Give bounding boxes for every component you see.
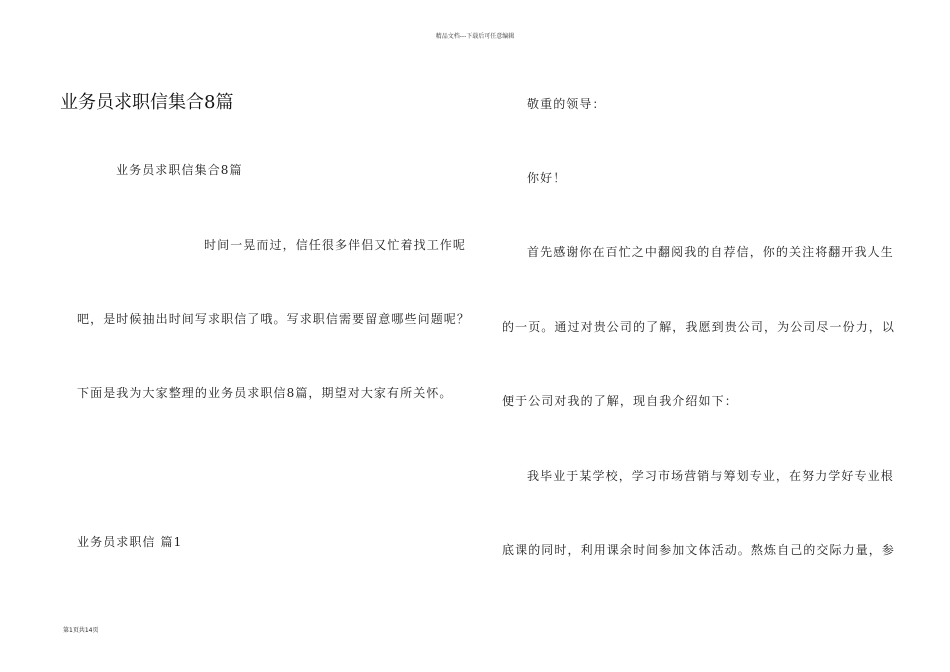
section-heading: 业务员求职信 篇1 — [77, 535, 183, 549]
page-footer: 第1页共14页 — [63, 627, 99, 634]
intro-line-2: 吧，是时候抽出时间写求职信了哦。写求职信需要留意哪些问题呢？ — [77, 312, 471, 326]
paragraph-1-line-1: 首先感谢你在百忙之中翻阅我的自荐信，你的关注将翻开我人生 — [527, 245, 894, 259]
salutation: 敬重的领导： — [527, 97, 606, 111]
subtitle: 业务员求职信集合8篇 — [116, 163, 243, 177]
paragraph-1-line-3: 便于公司对我的了解，现自我介绍如下： — [502, 394, 738, 408]
paragraph-1-line-2: 的一页。通过对贵公司的了解，我愿到贵公司，为公司尽一份力，以 — [502, 320, 896, 334]
document-title: 业务员求职信集合8篇 — [60, 92, 234, 113]
header-note: 精品文档---下载后可任意编辑 — [435, 33, 515, 40]
intro-line-3: 下面是我为大家整理的业务员求职信8篇，期望对大家有所关怀。 — [77, 386, 453, 400]
intro-line-1: 时间一晃而过，信任很多伴侣又忙着找工作呢 — [204, 238, 467, 252]
greeting: 你好！ — [527, 171, 567, 185]
paragraph-2-line-2: 底课的同时，利用课余时间参加文体活动。熬炼自己的交际力量，参 — [502, 543, 896, 557]
paragraph-2-line-1: 我毕业于某学校，学习市场营销与筹划专业，在努力学好专业根 — [527, 469, 894, 483]
